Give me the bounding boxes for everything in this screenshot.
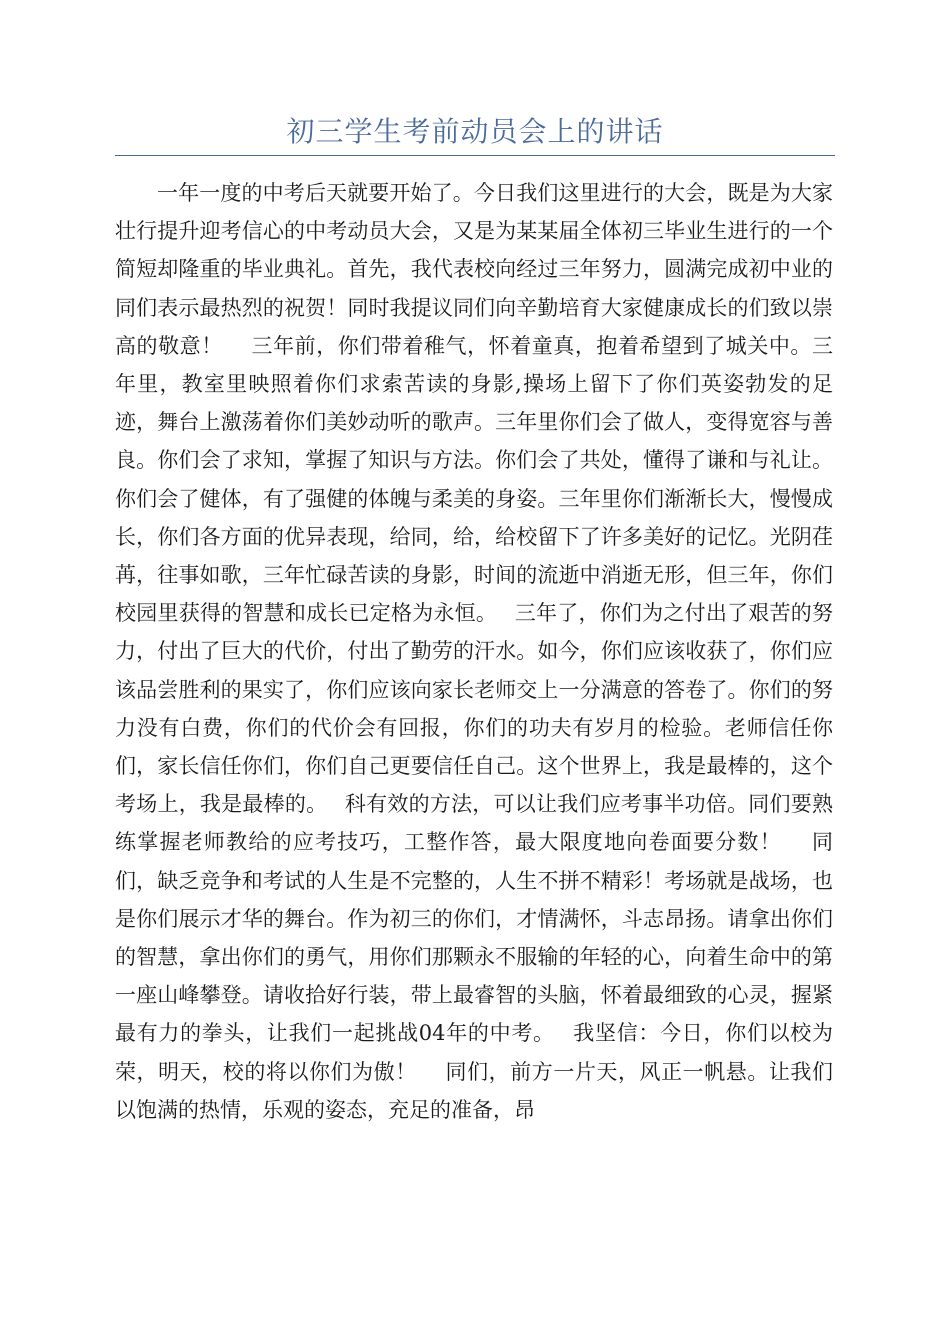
title-underline	[115, 155, 835, 156]
document-body: 一年一度的中考后天就要开始了。今日我们这里进行的大会，既是为大家壮行提升迎考信心的中考动员大会，又是为某某届全体初三毕业生进行的一个简短却隆重的毕业典礼。首先，我代表校向经过三年努力，圆满完成初中业的同们表示最热烈的祝贺！同时我提议同们向辛勤培育大家健康成长的们致以崇高的敬意！ 三年前，你们带着稚气，怀着童真，抱着希望到了城关中。三年里，教室里映照着你们求索苦读的身影,操场上留下了你们英姿勃发的足迹，舞台上激荡着你们美妙动听的歌声。三年里你们会了做人，变得宽容与善良。你们会了求知，掌握了知识与方法。你们会了共处，懂得了谦和与礼让。你们会了健体，有了强健的体魄与柔美的身姿。三年里你们渐渐长大，慢慢成长，你们各方面的优异表现，给同，给，给校留下了许多美好的记忆。光阴荏苒，往事如歌，三年忙碌苦读的身影，时间的流逝中消逝无形，但三年，你们校园里获得的智慧和成长已定格为永恒。 三年了，你们为之付出了艰苦的努力，付出了巨大的代价，付出了勤劳的汗水。如今，你们应该收获了，你们应该品尝胜利的果实了，你们应该向家长老师交上一分满意的答卷了。你们的努力没有白费，你们的代价会有回报，你们的功夫有岁月的检验。老师信任你们，家长信任你们，你们自己更要信任自己。这个世界上，我是最棒的，这个考场上，我是最棒的。 科有效的方法，可以让我们应考事半功倍。同们要熟练掌握老师教给的应考技巧，工整作答，最大限度地向卷面要分数！ 同们，缺乏竞争和考试的人生是不完整的，人生不拼不精彩！考场就是战场，也是你们展示才华的舞台。作为初三的你们，才情满怀，斗志昂扬。请拿出你们的智慧，拿出你们的勇气，用你们那颗永不服输的年轻的心，向着生命中的第一座山峰攀登。请收拾好行装，带上最睿智的头脑，怀着最细致的心灵，握紧最有力的拳头，让我们一起挑战04年的中考。 我坚信：今日，你们以校为荣，明天，校的将以你们为傲！ 同们，前方一片天，风正一帆悬。让我们以饱满的热情，乐观的姿态，充足的准备，昂	[115, 181, 833, 1122]
document-title: 初三学生考前动员会上的讲话	[286, 115, 664, 148]
